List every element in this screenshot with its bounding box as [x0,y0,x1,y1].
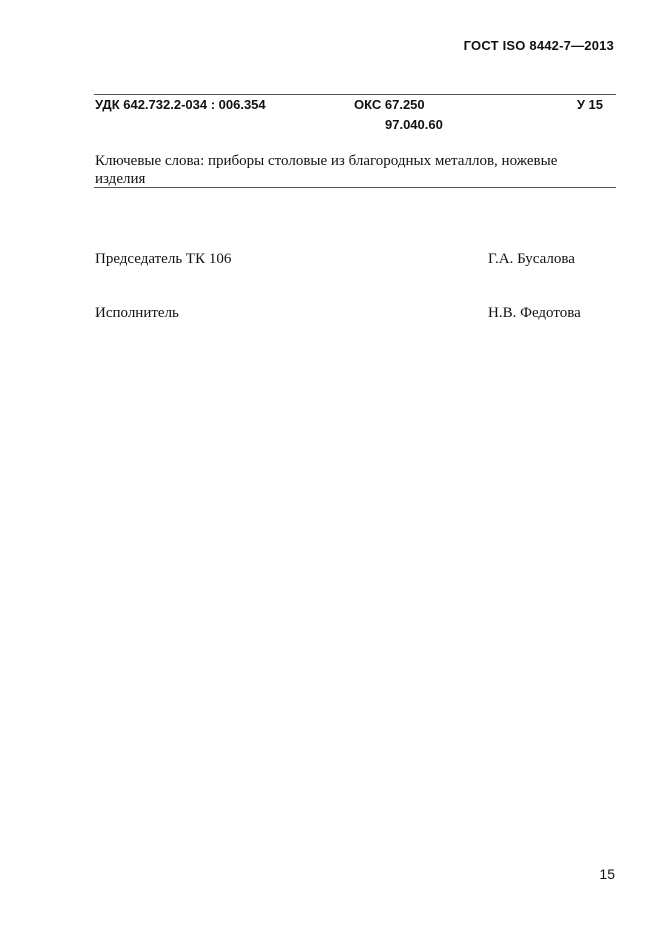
signature-role: Председатель ТК 106 [95,251,232,267]
oks-code-secondary: 97.040.60 [385,117,443,132]
udk-code: УДК 642.732.2-034 : 006.354 [95,97,266,112]
signature-name: Н.В. Федотова [488,305,581,321]
document-code: ГОСТ ISO 8442-7—2013 [463,38,614,53]
signature-role: Исполнитель [95,305,179,321]
u-code: У 15 [576,97,603,112]
page-number: 15 [599,866,615,882]
signature-name: Г.А. Бусалова [488,251,575,267]
oks-code: ОКС 67.250 [354,97,425,112]
bottom-divider [94,187,616,188]
keywords-text: Ключевые слова: приборы столовые из благородных металлов, ножевые изделия [95,153,558,187]
top-divider [94,94,616,95]
